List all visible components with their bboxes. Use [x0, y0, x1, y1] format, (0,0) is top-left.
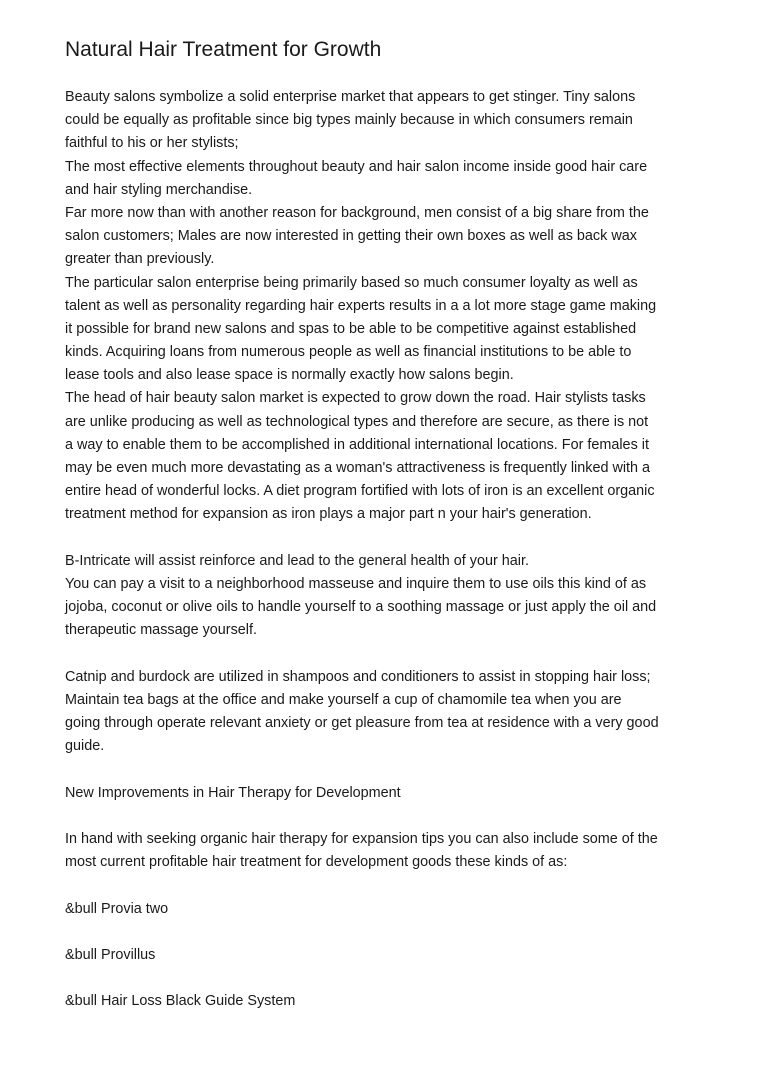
body-text-line: a way to enable them to be accomplished in additional international locations. For females it [65, 436, 649, 453]
body-text-line: going through operate relevant anxiety or get pleasure from tea at residence with a very good [65, 715, 659, 732]
paragraph-gap [65, 967, 715, 990]
body-text-line: treatment method for expansion as iron plays a major part n your hair's generation. [65, 506, 592, 523]
body-text-line: therapeutic massage yourself. [65, 622, 257, 639]
body-text-line: guide. [65, 738, 105, 755]
body-text-line: it possible for brand new salons and spas to be able to be competitive against established [65, 320, 637, 337]
body-text-line: In hand with seeking organic hair therapy for expansion tips you can also include some of the [65, 831, 658, 847]
body-text-line: Beauty salons symbolize a solid enterprise market that appears to get stinger. Tiny salons [65, 89, 636, 105]
body-text-line: &bull Provia two [65, 900, 169, 917]
paragraph-gap [65, 921, 715, 944]
body-text-line: B-Intricate will assist reinforce and lead to the general health of your hair. [65, 552, 529, 569]
body-text-line: The head of hair beauty salon market is expected to grow down the road. Hair stylists tasks [65, 390, 646, 407]
body-text-line: most current profitable hair treatment for development goods these kinds of as: [65, 854, 568, 871]
body-text-line: Maintain tea bags at the office and make yourself a cup of chamomile tea when you are [65, 691, 622, 708]
body-text-line: The particular salon enterprise being primarily based so much consumer loyalty as well as [65, 274, 638, 291]
body-text-line: salon customers; Males are now interested in getting their own boxes as well as back wax [65, 228, 637, 245]
body-text-line: New Improvements in Hair Therapy for Development [65, 784, 401, 801]
document-title: Natural Hair Treatment for Growth [65, 38, 382, 61]
body-text-line: faithful to his or her stylists; [65, 135, 239, 152]
body-text-line: are unlike producing as well as technological types and therefore are secure, as there is not [65, 413, 649, 430]
body-text-line: kinds. Acquiring loans from numerous people as well as financial institutions to be able to [65, 344, 632, 361]
paragraph-gap [65, 758, 715, 781]
body-text-line: Catnip and burdock are utilized in shampoos and conditioners to assist in stopping hair loss; [65, 668, 651, 685]
paragraph-gap [65, 805, 715, 828]
paragraph-gap [65, 874, 715, 897]
body-text-line: jojoba, coconut or olive oils to handle yourself to a soothing massage or just apply the oil and [65, 599, 657, 616]
body-text-line: Far more now than with another reason for background, men consist of a big share from the [65, 204, 649, 221]
paragraph-gap [65, 527, 715, 550]
body-text-line: &bull Provillus [65, 946, 156, 963]
body-text-line: and hair styling merchandise. [65, 181, 253, 198]
body-text-line: talent as well as personality regarding hair experts results in a a lot more stage game making [65, 297, 657, 314]
body-text-line: could be equally as profitable since big types mainly because in which consumers remain [65, 112, 633, 129]
paragraph-gap [65, 643, 715, 666]
body-text-line: You can pay a visit to a neighborhood masseuse and inquire them to use oils this kind of as [65, 575, 647, 592]
body-text-line: entire head of wonderful locks. A diet program fortified with lots of iron is an excellent organic [65, 483, 655, 500]
body-text-line: greater than previously. [65, 251, 215, 268]
body-text-line: &bull Hair Loss Black Guide System [65, 993, 296, 1010]
body-text-line: lease tools and also lease space is normally exactly how salons begin. [65, 367, 514, 384]
body-text-line: The most effective elements throughout beauty and hair salon income inside good hair care [65, 158, 648, 175]
body-text-line: may be even much more devastating as a woman's attractiveness is frequently linked with a [65, 460, 651, 476]
document-body [65, 86, 715, 1014]
